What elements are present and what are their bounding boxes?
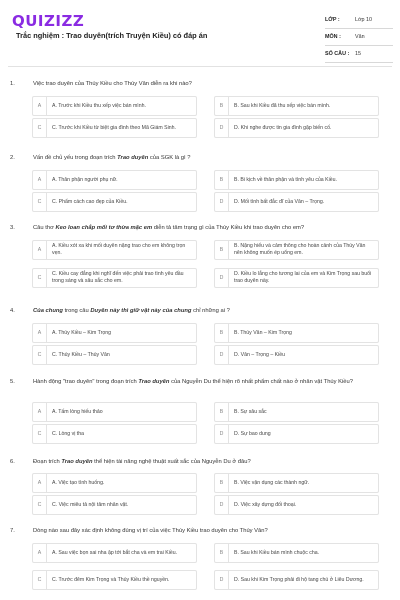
option-letter: C (33, 269, 47, 287)
answer-option-a[interactable] (32, 323, 197, 343)
option-text: D. Mối tình bất đắc dĩ của Vân – Trọng. (234, 198, 325, 205)
answer-option-d[interactable] (214, 192, 379, 212)
quizizz-logo: QUIZIZZ (12, 12, 85, 30)
answer-option-d[interactable] (214, 345, 379, 365)
answer-option-d[interactable] (214, 268, 379, 288)
option-letter: D (215, 346, 229, 364)
option-letter: D (215, 425, 229, 443)
meta-value: 15 (355, 51, 361, 57)
meta-value: Văn (355, 34, 365, 40)
question-number: 3. (10, 225, 15, 231)
option-letter: A (33, 474, 47, 492)
header-divider (8, 66, 392, 67)
option-letter: B (215, 403, 229, 421)
option-text: D. Sự bao dung (234, 430, 271, 437)
option-text: B. Sự sâu sắc (234, 408, 267, 415)
option-letter: C (33, 119, 47, 137)
option-text: B. Bi kịch về thân phận và tình yêu của Kiều. (234, 176, 337, 183)
meta-key: MÔN : (325, 34, 341, 40)
question-text: Vấn đề chủ yếu trong đoạn trích Trao duyên của SGK là gì ? (33, 155, 191, 161)
option-text: B. Sau khi Kiều đã thu xếp việc bán mình. (234, 102, 331, 109)
option-text: A. Việc tạo tình huống. (52, 479, 105, 486)
answer-option-d[interactable] (214, 570, 379, 590)
option-letter: A (33, 97, 47, 115)
answer-option-b[interactable] (214, 473, 379, 493)
option-text: D. Vân – Trọng – Kiều (234, 351, 286, 358)
option-text: C. Việc miêu tả nội tâm nhân vật. (52, 501, 129, 508)
question-text: Câu thơ Keo loan chắp mối tơ thừa mặc em diễn tả tâm trạng gì của Thúy Kiều khi trao duyên cho em? (33, 225, 305, 231)
option-letter: D (215, 496, 229, 514)
option-letter: A (33, 171, 47, 189)
answer-option-d[interactable] (214, 424, 379, 444)
option-letter: A (33, 241, 47, 259)
option-letter: B (215, 171, 229, 189)
option-letter: C (33, 496, 47, 514)
answer-option-c[interactable] (32, 495, 197, 515)
answer-option-d[interactable] (214, 495, 379, 515)
question-number: 1. (10, 81, 15, 87)
meta-value: Lớp 10 (355, 17, 373, 23)
answer-option-c[interactable] (32, 345, 197, 365)
answer-option-b[interactable] (214, 402, 379, 422)
answer-option-a[interactable] (32, 543, 197, 563)
option-text: A. Thúy Kiều – Kim Trọng (52, 329, 112, 336)
meta-row-class (325, 12, 393, 29)
question-number: 6. (10, 459, 15, 465)
option-letter: C (33, 193, 47, 211)
answer-option-b[interactable] (214, 96, 379, 116)
answer-option-b[interactable] (214, 170, 379, 190)
question-number: 7. (10, 528, 15, 534)
option-letter: B (215, 474, 229, 492)
option-text: D. Việc xây dựng đối thoại. (234, 501, 297, 508)
meta-row-count (325, 46, 393, 63)
option-letter: B (215, 97, 229, 115)
option-text: B. Sau khi Kiều bán mình chuộc cha. (234, 549, 320, 556)
question-number: 4. (10, 308, 15, 314)
worksheet-header (0, 0, 400, 64)
option-letter: A (33, 403, 47, 421)
page-title: Trắc nghiệm : Trao duyên(trích Truyện Kiều) có đáp án (16, 31, 208, 40)
question-text: Việc trao duyên của Thúy Kiều cho Thúy Vân diễn ra khi nào? (33, 81, 192, 87)
option-text: C. Thúy Kiều – Thúy Vân (52, 351, 110, 358)
option-letter: D (215, 269, 229, 287)
option-letter: C (33, 346, 47, 364)
option-letter: A (33, 324, 47, 342)
question-number: 5. (10, 379, 15, 385)
option-text: A. Sau việc bọn sai nha ập tới bắt cha và em trai Kiều. (52, 549, 178, 556)
answer-option-c[interactable] (32, 192, 197, 212)
question-text: Hành động "trao duyên" trong đoạn trích Trao duyên của Nguyễn Du thể hiện rõ nhất phẩm chất nào ở nhân vật Thúy Kiều? (33, 379, 353, 385)
option-letter: C (33, 425, 47, 443)
answer-option-b[interactable] (214, 323, 379, 343)
option-text: A. Kiều xót xa khi mối duyên nặng trao cho em không trọn vẹn. (52, 243, 186, 256)
option-text: A. Thân phận người phụ nữ. (52, 176, 118, 183)
option-text: D. Kiều lo lắng cho tương lai của em và Kim Trọng sau buổi trao duyên này. (234, 271, 372, 284)
option-text: C. Phẩm cách cao đẹp của Kiều. (52, 198, 128, 205)
option-letter: B (215, 544, 229, 562)
question-text: Đoạn trích Trao duyên thể hiện tài năng nghệ thuật xuất sắc của Nguyễn Du ở đâu? (33, 459, 251, 465)
answer-option-a[interactable] (32, 473, 197, 493)
answer-option-b[interactable] (214, 543, 379, 563)
option-text: B. Thúy Vân – Kim Trọng (234, 329, 292, 336)
option-letter: C (33, 571, 47, 589)
option-letter: D (215, 571, 229, 589)
option-text: A. Tấm lòng hiếu thảo (52, 408, 103, 415)
option-text: C. Lòng vị tha (52, 430, 85, 437)
option-letter: D (215, 119, 229, 137)
meta-row-subject (325, 29, 393, 46)
meta-key: SỐ CÂU : (325, 51, 350, 57)
question-text: Của chung trong câu Duyên này thì giữ vật này của chung chỉ những ai ? (33, 308, 230, 314)
answer-option-a[interactable] (32, 96, 197, 116)
meta-key: LỚP : (325, 17, 340, 23)
answer-option-c[interactable] (32, 570, 197, 590)
meta-box (325, 12, 393, 63)
question-number: 2. (10, 155, 15, 161)
question-text: Dòng nào sau đây xác định không đúng vị trí của việc Thúy Kiều trao duyên cho Thúy Vân? (33, 528, 268, 534)
answer-option-a[interactable] (32, 170, 197, 190)
option-letter: B (215, 324, 229, 342)
answer-option-c[interactable] (32, 118, 197, 138)
option-letter: B (215, 241, 229, 259)
answer-option-b[interactable] (214, 240, 379, 260)
option-text: D. Khi nghe được tin gia đình gặp biến cố. (234, 124, 332, 131)
answer-option-c[interactable] (32, 424, 197, 444)
option-text: D. Sau khi Kim Trọng phải đi hộ tang chú ở Liêu Dương. (234, 576, 364, 583)
answer-option-a[interactable] (32, 402, 197, 422)
option-letter: D (215, 193, 229, 211)
answer-option-a[interactable] (32, 240, 197, 260)
option-text: C. Trước đêm Kim Trọng và Thúy Kiều thề nguyền. (52, 576, 170, 583)
option-letter: A (33, 544, 47, 562)
option-text: B. Việc vận dụng các thành ngữ. (234, 479, 310, 486)
option-text: A. Trước khi Kiều thu xếp việc bán mình. (52, 102, 146, 109)
option-text: B. Nặng hiểu và cảm thông cho hoàn cảnh của Thúy Vân nên không muốn ép uổng em. (234, 243, 366, 256)
answer-option-c[interactable] (32, 268, 197, 288)
option-text: C. Kiều cay đắng khi nghĩ đến việc phải trao tình yêu đầu trong sáng và sâu sắc cho em. (52, 271, 184, 284)
option-text: C. Trước khi Kiều từ biệt gia đình theo Mã Giám Sinh. (52, 124, 176, 131)
answer-option-d[interactable] (214, 118, 379, 138)
